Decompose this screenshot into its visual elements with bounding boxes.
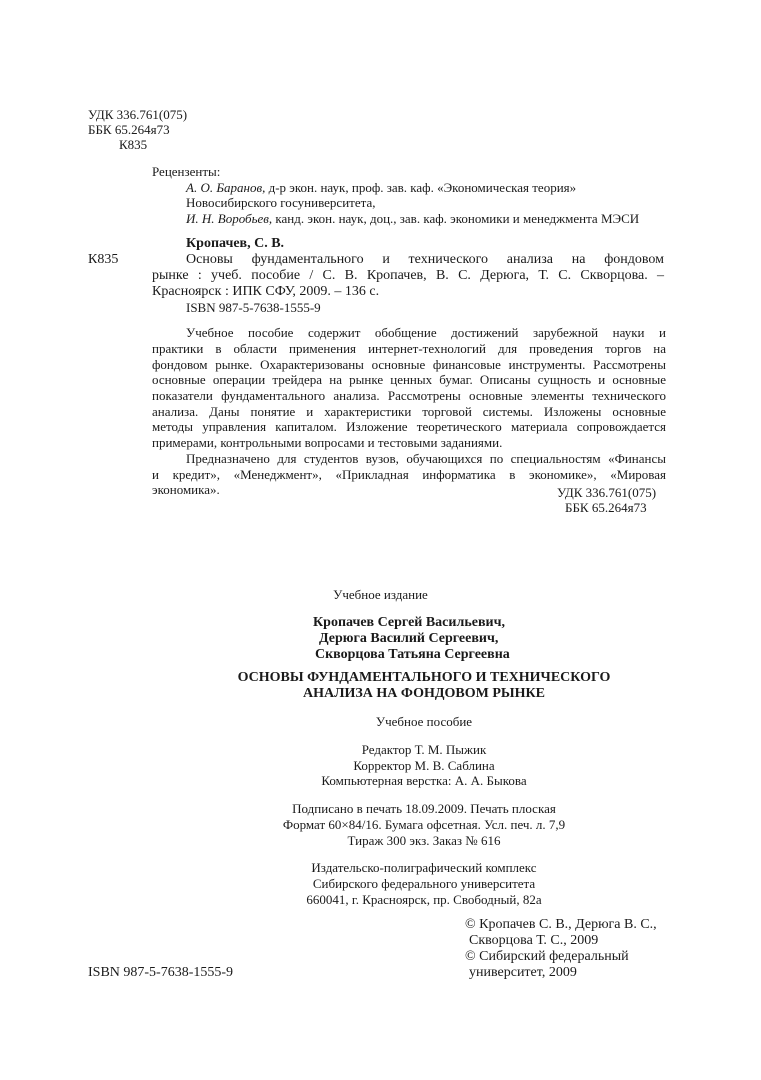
catalog-line-1: Основы фундаментального и технического анализа на фондовом	[186, 252, 664, 267]
bbk-code: ББК 65.264я73	[88, 122, 170, 137]
publisher-info: Издательско-полиграфический комплекс	[311, 860, 537, 875]
book-subtitle: Учебное пособие	[375, 714, 473, 729]
abstract-line: анализа. Даны понятие и характеристики торговой системы. Изложены основные	[152, 404, 666, 419]
udk-code: УДК 336.761(075)	[88, 107, 188, 122]
book-title-line: АНАЛИЗА НА ФОНДОВОМ РЫНКЕ	[302, 686, 546, 701]
author-name: Скворцова Татьяна Сергеевна	[315, 647, 510, 662]
abstract-line: методы управления капиталом. Изложение теоретического материала сопровождается	[152, 419, 666, 434]
abstract-line: практики в области применения интернет-технологий для проведения торгов на	[152, 341, 666, 356]
copyright-line: университет, 2009	[469, 965, 577, 980]
reviewers-label: Рецензенты:	[152, 164, 221, 179]
author-name: Дерюга Василий Сергеевич,	[319, 631, 499, 646]
print-info: Тираж 300 экз. Заказ № 616	[347, 833, 501, 848]
footer-isbn: ISBN 987-5-7638-1555-9	[88, 965, 234, 980]
layout-designer: Компьютерная верстка: А. А. Быкова	[321, 773, 527, 788]
catalog-author: Кропачев, С. В.	[186, 236, 285, 251]
reviewer-1-credentials: д-р экон. наук, проф. зав. каф. «Экономическая теория»	[265, 180, 577, 195]
abstract-line: показатели фундаментального анализа. Рассмотрены основные элементы технического	[152, 388, 666, 403]
purpose-line: Предназначено для студентов вузов, обучающихся по специальностям «Финансы	[186, 451, 666, 466]
abstract-line: Учебное пособие содержит обобщение достижений зарубежной науки и	[186, 325, 666, 340]
publisher-info: Сибирского федерального университета	[312, 876, 536, 891]
author-mark: К835	[119, 137, 148, 152]
reviewer-1-affiliation: Новосибирского госуниверситета,	[186, 195, 376, 210]
print-info: Формат 60×84/16. Бумага офсетная. Усл. печ. л. 7,9	[282, 817, 566, 832]
abstract-line: основные операции трейдера на рынке ценных бумаг. Описаны сущность и основные	[152, 372, 666, 387]
proofreader: Корректор М. В. Саблина	[353, 758, 495, 773]
copyright-line: © Сибирский федеральный	[465, 949, 629, 964]
catalog-isbn: ISBN 987-5-7638-1555-9	[186, 300, 321, 315]
copyright-line: © Кропачев С. В., Дерюга В. С.,	[465, 917, 657, 932]
book-title-line: ОСНОВЫ ФУНДАМЕНТАЛЬНОГО И ТЕХНИЧЕСКОГО	[237, 670, 611, 685]
abstract-bbk: ББК 65.264я73	[565, 500, 647, 515]
reviewer-2-credentials: канд. экон. наук, доц., зав. каф. экономики и менеджмента МЭСИ	[272, 211, 640, 226]
reviewer-1-name: А. О. Баранов,	[186, 180, 266, 195]
print-info: Подписано в печать 18.09.2009. Печать плоская	[292, 801, 556, 816]
reviewer-1	[186, 180, 576, 196]
edition-type: Учебное издание	[333, 587, 428, 602]
catalog-line-2: рынке : учеб. пособие / С. В. Кропачев, В. С. Дерюга, Т. С. Скворцова. –	[152, 268, 664, 283]
copyright-line: Скворцова Т. С., 2009	[469, 933, 599, 948]
catalog-code: К835	[88, 252, 119, 267]
reviewer-2-name: И. Н. Воробьев,	[186, 211, 273, 226]
publisher-address: 660041, г. Красноярск, пр. Свободный, 82а	[306, 892, 542, 907]
catalog-line-3: Красноярск : ИПК СФУ, 2009. – 136 с.	[152, 284, 380, 299]
abstract-line: фондовом рынке. Охарактеризованы основные финансовые инструменты. Рассмотрены	[152, 357, 666, 372]
purpose-last-line: экономика».	[152, 482, 220, 497]
abstract-udk: УДК 336.761(075)	[557, 485, 657, 500]
author-name: Кропачев Сергей Васильевич,	[313, 615, 505, 630]
reviewer-2	[186, 211, 639, 227]
editor: Редактор Т. М. Пыжик	[361, 742, 487, 757]
purpose-line: и кредит», «Менеджмент», «Прикладная информатика в экономике», «Мировая	[152, 467, 666, 482]
abstract-last-line: примерами, контрольными вопросами и тестовыми заданиями.	[152, 435, 503, 450]
